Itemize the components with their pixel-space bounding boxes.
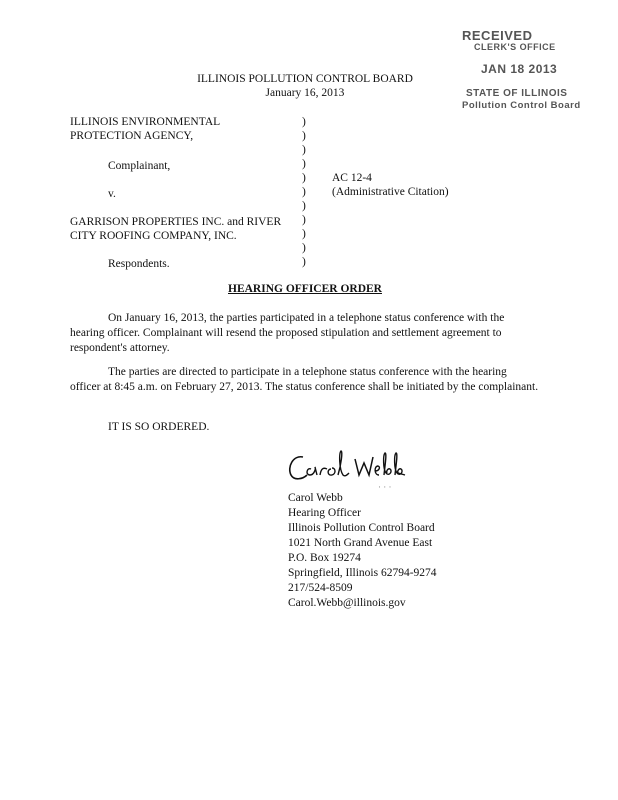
- email-address: Carol.Webb@illinois.gov: [288, 597, 406, 609]
- signer-org: Illinois Pollution Control Board: [288, 522, 435, 534]
- respondent-role: Respondents.: [108, 258, 170, 270]
- bracket: ): [302, 242, 306, 254]
- handwritten-signature: [285, 445, 425, 496]
- versus: v.: [108, 188, 116, 200]
- stamp-office: CLERK'S OFFICE: [474, 42, 556, 52]
- phone-number: 217/524-8509: [288, 582, 353, 594]
- stamp-board: Pollution Control Board: [462, 100, 581, 111]
- order-paragraph-2: The parties are directed to participate in a telephone status conference with the hearing officer at 8:45 a.m. on February 27, 2013. The status conference shall be initiated by the complainant.: [70, 366, 539, 393]
- stamp-date: JAN 18 2013: [481, 62, 558, 76]
- bracket: ): [302, 186, 306, 198]
- bracket: ): [302, 256, 306, 268]
- signer-title: Hearing Officer: [288, 507, 361, 519]
- bracket: ): [302, 144, 306, 156]
- address-line-3: Springfield, Illinois 62794-9274: [288, 567, 437, 579]
- case-type: (Administrative Citation): [332, 186, 449, 198]
- order-paragraph-1: On January 16, 2013, the parties participated in a telephone status conference with the hearing officer. Complainant will resend the proposed stipulation and settlement agreement to respondent's attorney.: [70, 312, 505, 354]
- board-heading: ILLINOIS POLLUTION CONTROL BOARD: [197, 73, 413, 85]
- address-line-2: P.O. Box 19274: [288, 552, 361, 564]
- bracket: ): [302, 130, 306, 142]
- complainant-role: Complainant,: [108, 160, 171, 172]
- respondent-name-line1: GARRISON PROPERTIES INC. and RIVER: [70, 216, 282, 228]
- stamp-state: STATE OF ILLINOIS: [466, 88, 568, 99]
- order-title: HEARING OFFICER ORDER: [228, 283, 382, 295]
- address-line-1: 1021 North Grand Avenue East: [288, 537, 433, 549]
- complainant-name-line1: ILLINOIS ENVIRONMENTAL: [70, 116, 221, 128]
- respondent-name-line2: CITY ROOFING COMPANY, INC.: [70, 230, 237, 242]
- bracket: ): [302, 158, 306, 170]
- bracket: ): [302, 116, 306, 128]
- stamp-received: RECEIVED: [462, 28, 533, 43]
- closing-statement: IT IS SO ORDERED.: [108, 421, 210, 433]
- bracket: ): [302, 214, 306, 226]
- signature-line-dots: · · ·: [378, 482, 392, 492]
- bracket: ): [302, 172, 306, 184]
- order-date: January 16, 2013: [265, 87, 345, 99]
- bracket: ): [302, 228, 306, 240]
- signer-name: Carol Webb: [288, 492, 343, 504]
- complainant-name-line2: PROTECTION AGENCY,: [70, 130, 194, 142]
- case-number: AC 12-4: [332, 172, 372, 184]
- bracket: ): [302, 200, 306, 212]
